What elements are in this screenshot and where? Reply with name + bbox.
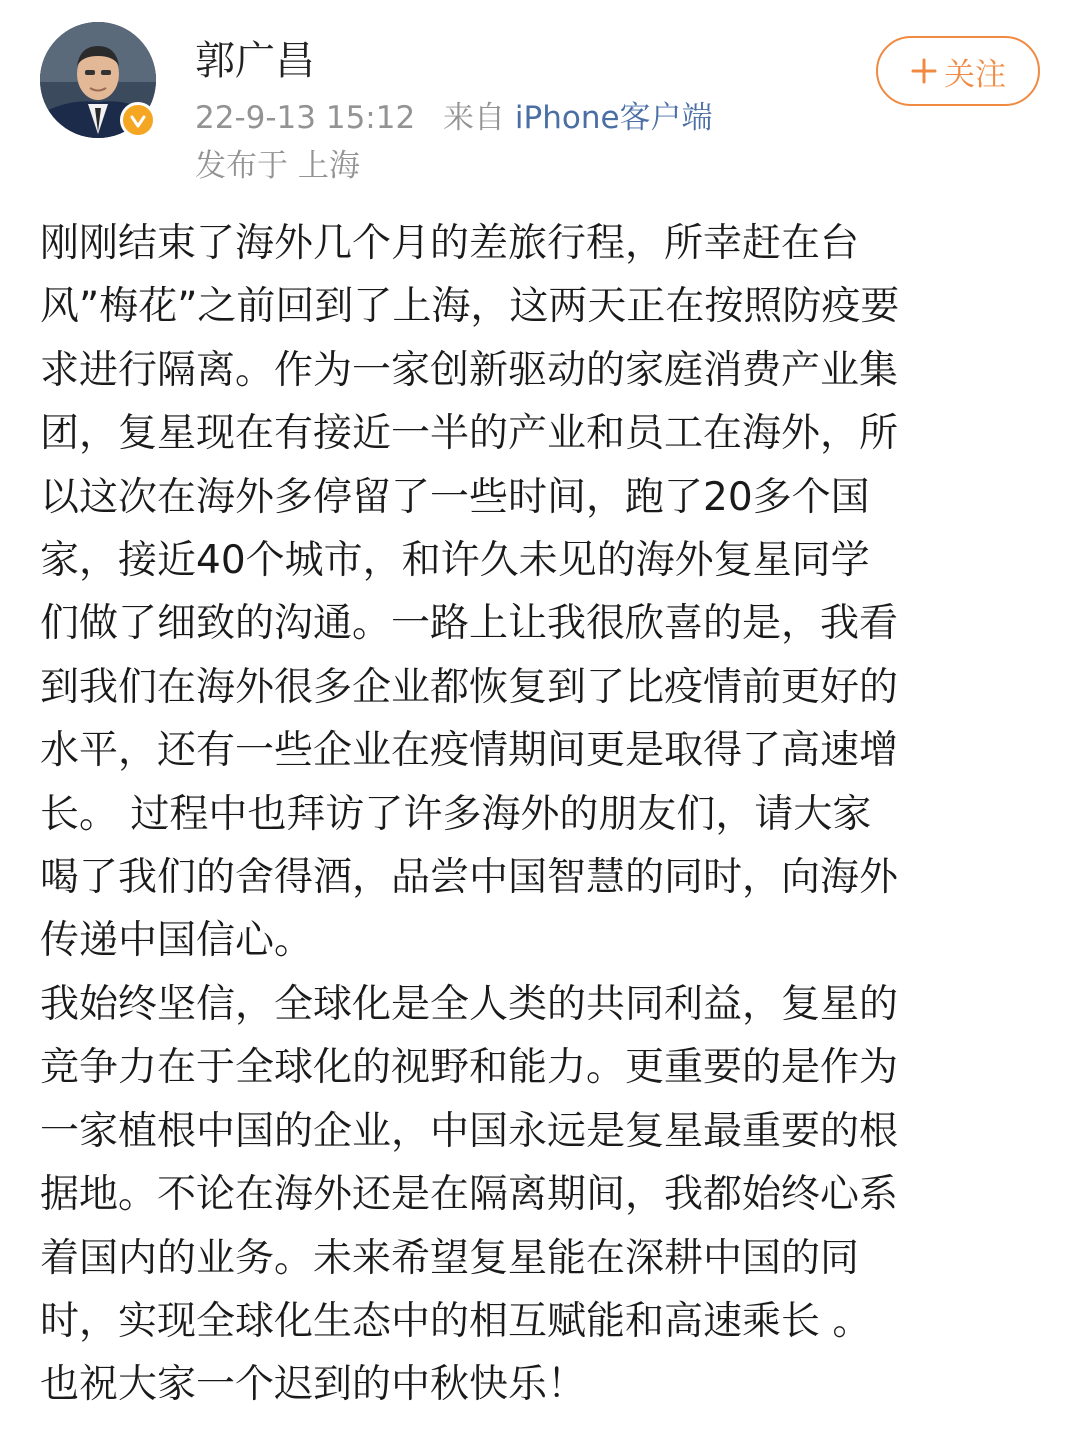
post-text-line: 们做了细致的沟通。一路上让我很欣喜的是，我看: [40, 601, 899, 647]
post-body: [40, 212, 1040, 1417]
post-text-line: 求进行隔离。作为一家创新驱动的家庭消费产业集: [40, 347, 899, 393]
post-text-line: 也祝大家一个迟到的中秋快乐！: [40, 1362, 587, 1408]
post-text-line: 我始终坚信，全球化是全人类的共同利益，复星的: [40, 981, 899, 1027]
post-text-line: 水平，还有一些企业在疫情期间更是取得了高速增: [40, 728, 899, 774]
post-text-line: 风”梅花”之前回到了上海，这两天正在按照防疫要: [40, 284, 900, 330]
post-header: [0, 0, 1080, 200]
post-text-line: 以这次在海外多停留了一些时间，跑了20多个国: [40, 474, 870, 520]
post-text-line: 长。 过程中也拜访了许多海外的朋友们，请大家: [40, 791, 872, 837]
post-text-line: 团，复星现在有接近一半的产业和员工在海外，所: [40, 411, 899, 457]
post-timestamp: 22-9-13 15:12: [195, 100, 416, 136]
post-text-line: 传递中国信心。: [40, 918, 314, 964]
author-name[interactable]: 郭广昌: [195, 38, 315, 84]
post-text-line: 时，实现全球化生态中的相互赋能和高速乘长 。: [40, 1298, 872, 1344]
post-text-line: 据地。不论在海外还是在隔离期间，我都始终心系: [40, 1172, 899, 1218]
post-text-line: 喝了我们的舍得酒，品尝中国智慧的同时，向海外: [40, 855, 899, 901]
post-meta: [195, 98, 713, 138]
post-text-line: 一家植根中国的企业，中国永远是复星最重要的根: [40, 1108, 899, 1154]
post-text-line: 竞争力在于全球化的视野和能力。更重要的是作为: [40, 1045, 899, 1091]
post-text-line: 刚刚结束了海外几个月的差旅行程，所幸赶在台: [40, 221, 860, 266]
post-location: 发布于 上海: [195, 148, 360, 184]
post-text-line: 到我们在海外很多企业都恢复到了比疫情前更好的: [40, 664, 899, 710]
follow-button[interactable]: [876, 36, 1040, 106]
source-link[interactable]: iPhone客户端: [514, 100, 713, 136]
follow-label: 关注: [944, 56, 1006, 93]
post-text-line: 家，接近40个城市，和许久未见的海外复星同学: [40, 538, 870, 584]
source-prefix: 来自: [443, 100, 506, 136]
post-text-line: 着国内的业务。未来希望复星能在深耕中国的同: [40, 1235, 860, 1281]
verified-badge-icon: [120, 102, 156, 138]
plus-icon: [910, 57, 938, 85]
